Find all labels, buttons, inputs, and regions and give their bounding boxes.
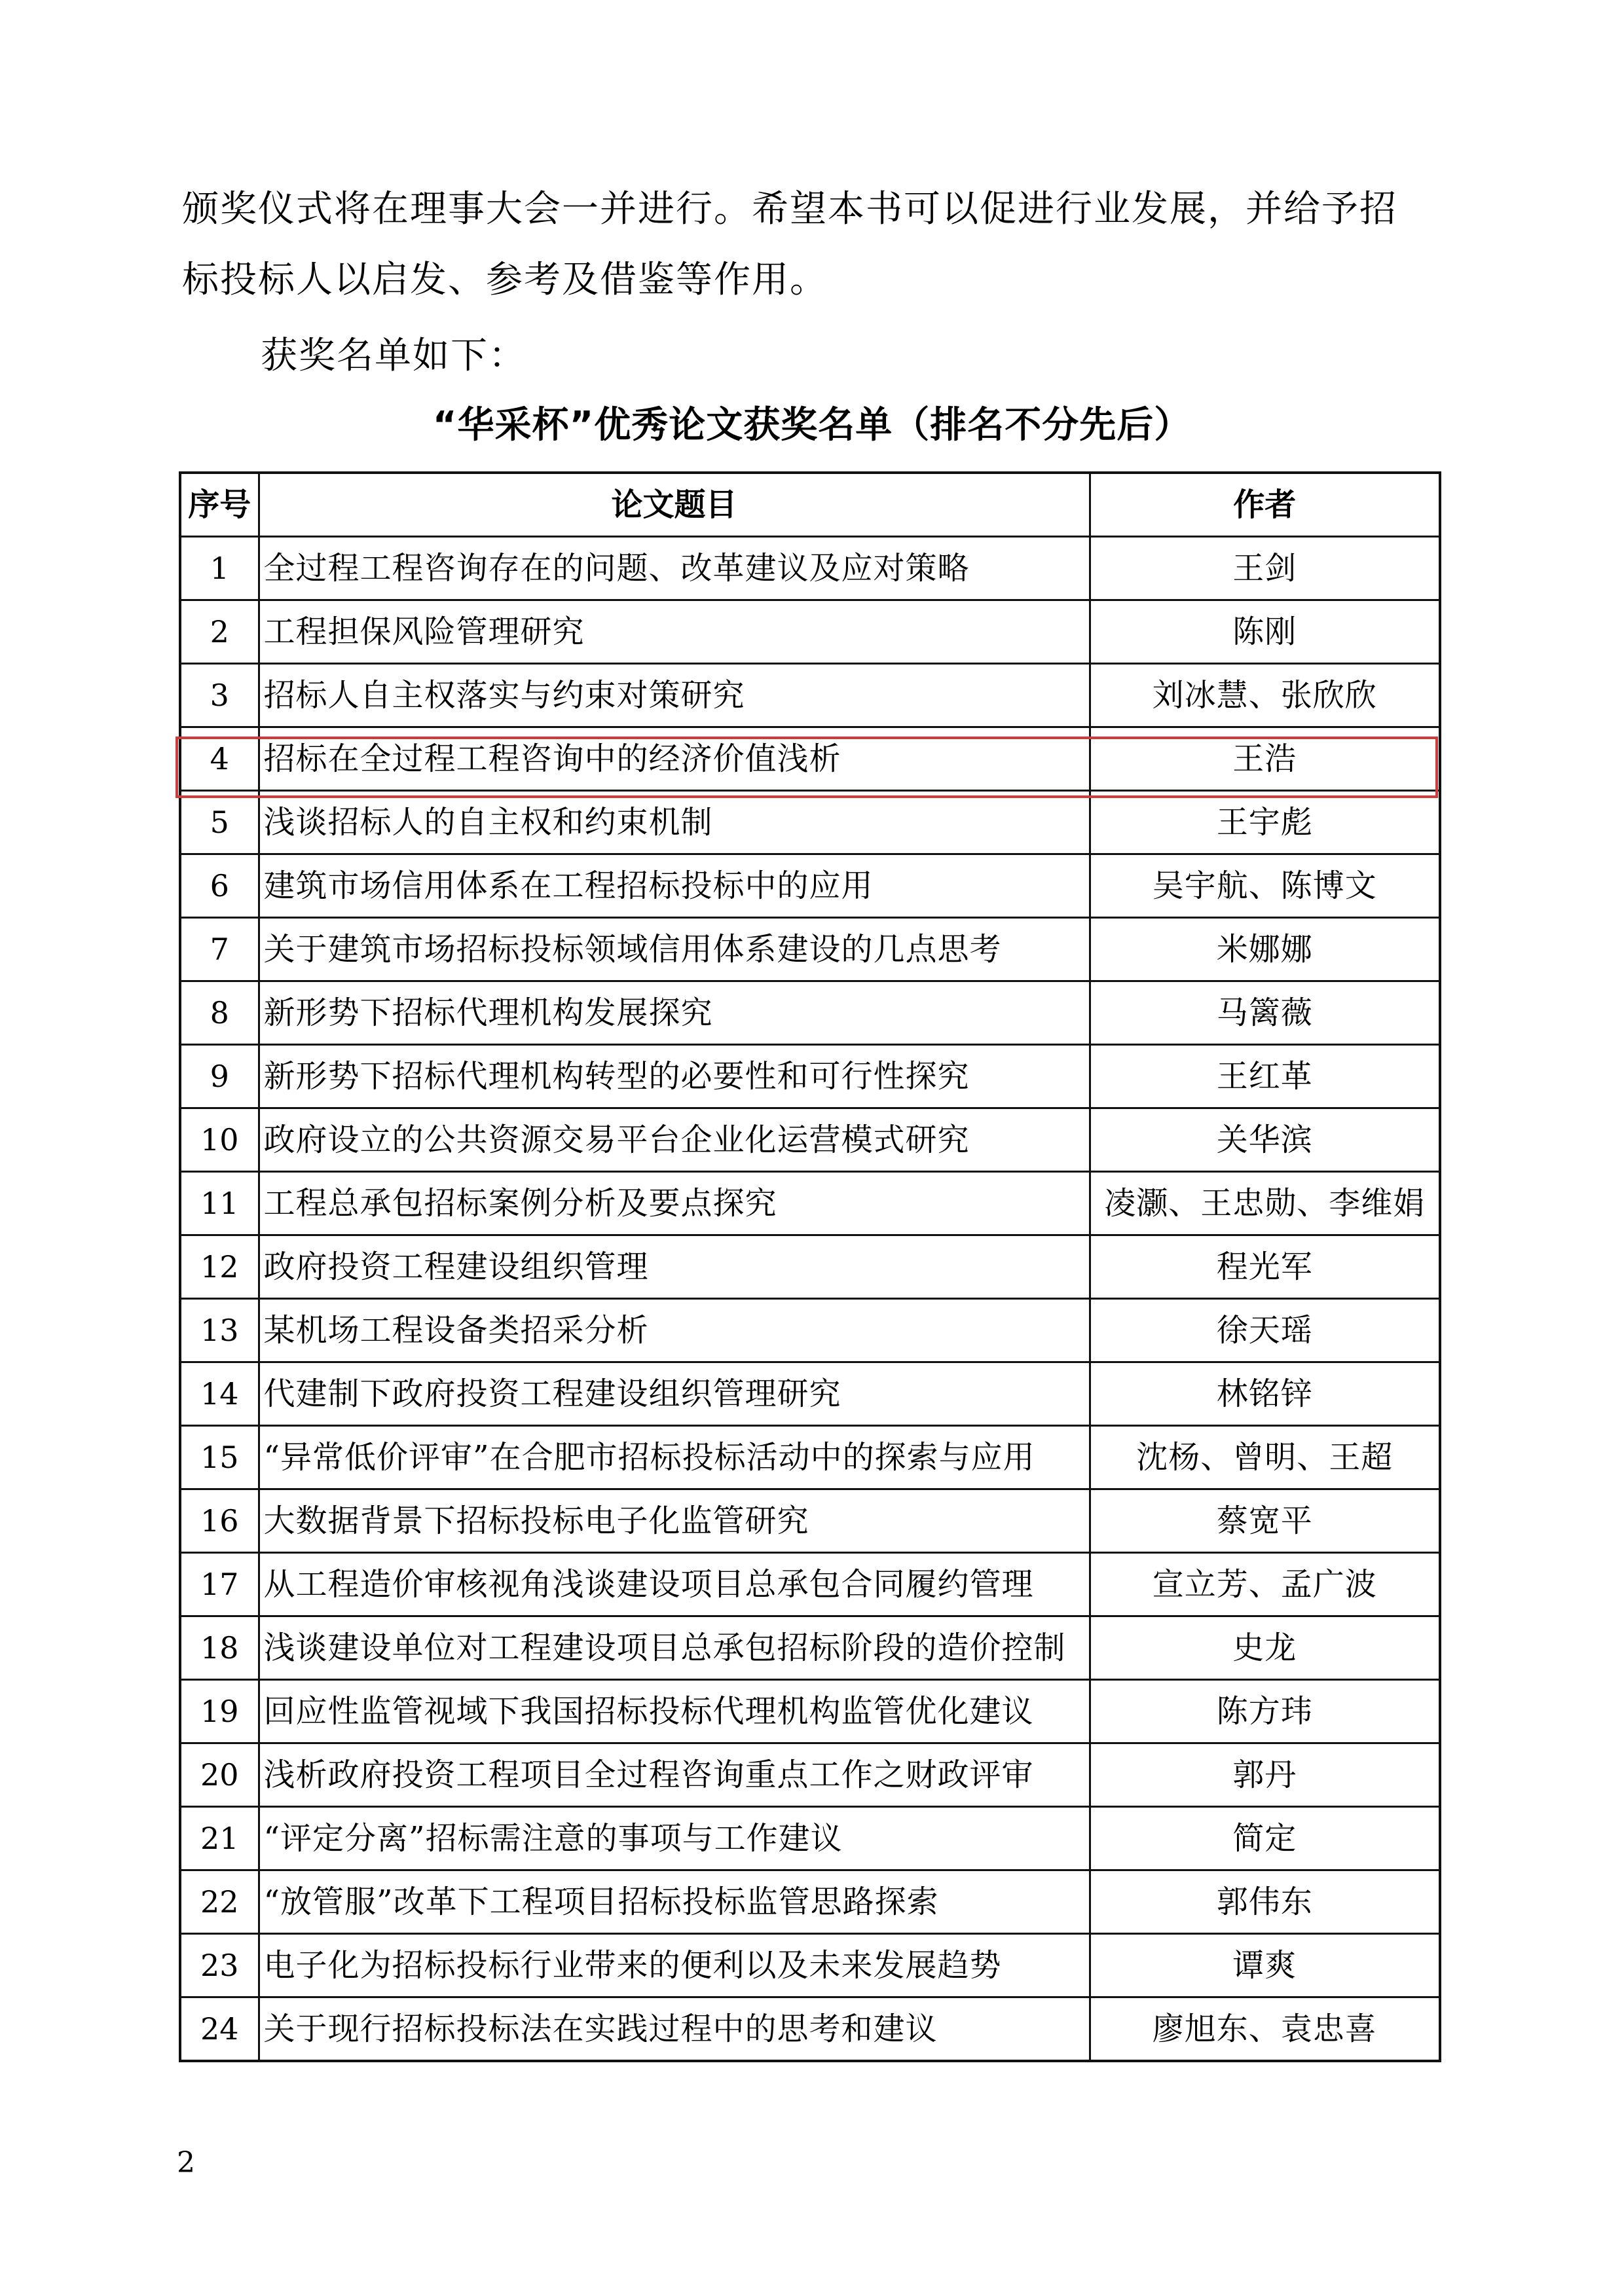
table-row [180, 1235, 1440, 1299]
row-author-cell: 王剑 [1090, 537, 1440, 600]
row-title-cell: 建筑市场信用体系在工程招标投标中的应用 [259, 854, 1090, 918]
row-author-cell: 沈杨、曾明、王超 [1090, 1426, 1440, 1489]
table-header-row [180, 473, 1440, 537]
row-author-cell: 徐天瑶 [1090, 1299, 1440, 1362]
table-row [180, 1934, 1440, 1997]
paragraph-line-1: 颁奖仪式将在理事大会一并进行。希望本书可以促进行业发展，并给予招 [182, 188, 1397, 230]
row-author-cell: 王宇彪 [1090, 791, 1440, 854]
row-index-cell: 15 [180, 1426, 259, 1489]
row-index-cell: 2 [180, 600, 259, 664]
row-title-cell: 招标在全过程工程咨询中的经济价值浅析 [259, 727, 1090, 791]
row-author-cell: 郭丹 [1090, 1743, 1440, 1807]
row-author-cell: 廖旭东、袁忠喜 [1090, 1997, 1440, 2062]
row-author-cell: 谭爽 [1090, 1934, 1440, 1997]
table-body [180, 537, 1440, 2062]
row-author-cell: 吴宇航、陈博文 [1090, 854, 1440, 918]
table-row [180, 1616, 1440, 1680]
row-index-cell: 3 [180, 664, 259, 727]
row-index-cell: 1 [180, 537, 259, 600]
table-row [180, 1108, 1440, 1172]
page-number: 2 [177, 2146, 195, 2179]
row-title-cell: 新形势下招标代理机构发展探究 [259, 981, 1090, 1045]
row-index-cell: 12 [180, 1235, 259, 1299]
table-row [180, 537, 1440, 600]
row-title-cell: 从工程造价审核视角浅谈建设项目总承包合同履约管理 [259, 1553, 1090, 1616]
row-title-cell: 工程担保风险管理研究 [259, 600, 1090, 664]
table-row [180, 1362, 1440, 1426]
table-row [180, 1489, 1440, 1553]
header-author: 作者 [1090, 473, 1440, 537]
row-author-cell: 郭伟东 [1090, 1870, 1440, 1934]
row-index-cell: 4 [180, 727, 259, 791]
awards-table [179, 471, 1441, 2062]
table-row [180, 1997, 1440, 2062]
table-row [180, 727, 1440, 791]
table-row [180, 918, 1440, 981]
row-author-cell: 刘冰慧、张欣欣 [1090, 664, 1440, 727]
row-author-cell: 程光军 [1090, 1235, 1440, 1299]
row-author-cell: 米娜娜 [1090, 918, 1440, 981]
table-row [180, 791, 1440, 854]
row-author-cell: 史龙 [1090, 1616, 1440, 1680]
row-author-cell: 宣立芳、孟广波 [1090, 1553, 1440, 1616]
table-row [180, 1553, 1440, 1616]
table-row [180, 1172, 1440, 1235]
table-row [180, 1807, 1440, 1870]
row-title-cell: 代建制下政府投资工程建设组织管理研究 [259, 1362, 1090, 1426]
row-title-cell: 浅谈建设单位对工程建设项目总承包招标阶段的造价控制 [259, 1616, 1090, 1680]
row-index-cell: 9 [180, 1045, 259, 1108]
row-title-cell: 全过程工程咨询存在的问题、改革建议及应对策略 [259, 537, 1090, 600]
header-index: 序号 [180, 473, 259, 537]
row-title-cell: 招标人自主权落实与约束对策研究 [259, 664, 1090, 727]
row-title-cell: “异常低价评审”在合肥市招标投标活动中的探索与应用 [259, 1426, 1090, 1489]
row-title-cell: 电子化为招标投标行业带来的便利以及未来发展趋势 [259, 1934, 1090, 1997]
row-title-cell: 工程总承包招标案例分析及要点探究 [259, 1172, 1090, 1235]
row-author-cell: 凌灏、王忠勋、李维娟 [1090, 1172, 1440, 1235]
row-index-cell: 14 [180, 1362, 259, 1426]
table-row [180, 1045, 1440, 1108]
row-index-cell: 21 [180, 1807, 259, 1870]
row-title-cell: 浅谈招标人的自主权和约束机制 [259, 791, 1090, 854]
row-index-cell: 16 [180, 1489, 259, 1553]
row-title-cell: 回应性监管视域下我国招标投标代理机构监管优化建议 [259, 1680, 1090, 1743]
table-row [180, 600, 1440, 664]
row-title-cell: “评定分离”招标需注意的事项与工作建议 [259, 1807, 1090, 1870]
row-author-cell: 林铭锌 [1090, 1362, 1440, 1426]
row-title-cell: 大数据背景下招标投标电子化监管研究 [259, 1489, 1090, 1553]
row-author-cell: 马篱薇 [1090, 981, 1440, 1045]
row-index-cell: 13 [180, 1299, 259, 1362]
row-index-cell: 7 [180, 918, 259, 981]
table-row [180, 664, 1440, 727]
table-caption: “华采杯”优秀论文获奖名单（排名不分先后） [432, 404, 1192, 446]
row-author-cell: 王浩 [1090, 727, 1440, 791]
table-row [180, 854, 1440, 918]
row-author-cell: 关华滨 [1090, 1108, 1440, 1172]
row-title-cell: 新形势下招标代理机构转型的必要性和可行性探究 [259, 1045, 1090, 1108]
row-index-cell: 22 [180, 1870, 259, 1934]
row-index-cell: 8 [180, 981, 259, 1045]
row-index-cell: 19 [180, 1680, 259, 1743]
row-title-cell: “放管服”改革下工程项目招标投标监管思路探索 [259, 1870, 1090, 1934]
table-row [180, 1299, 1440, 1362]
row-index-cell: 24 [180, 1997, 259, 2062]
row-author-cell: 陈方玮 [1090, 1680, 1440, 1743]
row-title-cell: 政府设立的公共资源交易平台企业化运营模式研究 [259, 1108, 1090, 1172]
row-index-cell: 18 [180, 1616, 259, 1680]
table-row [180, 1680, 1440, 1743]
row-index-cell: 5 [180, 791, 259, 854]
paragraph-line-3: 获奖名单如下： [261, 335, 526, 377]
table-row [180, 981, 1440, 1045]
table-row [180, 1426, 1440, 1489]
row-index-cell: 11 [180, 1172, 259, 1235]
row-index-cell: 6 [180, 854, 259, 918]
row-index-cell: 10 [180, 1108, 259, 1172]
row-author-cell: 蔡宽平 [1090, 1489, 1440, 1553]
row-author-cell: 王红革 [1090, 1045, 1440, 1108]
row-title-cell: 浅析政府投资工程项目全过程咨询重点工作之财政评审 [259, 1743, 1090, 1807]
row-author-cell: 简定 [1090, 1807, 1440, 1870]
row-title-cell: 政府投资工程建设组织管理 [259, 1235, 1090, 1299]
row-index-cell: 23 [180, 1934, 259, 1997]
row-title-cell: 关于现行招标投标法在实践过程中的思考和建议 [259, 1997, 1090, 2062]
row-title-cell: 关于建筑市场招标投标领域信用体系建设的几点思考 [259, 918, 1090, 981]
row-index-cell: 17 [180, 1553, 259, 1616]
table-row [180, 1870, 1440, 1934]
row-author-cell: 陈刚 [1090, 600, 1440, 664]
table-row [180, 1743, 1440, 1807]
paragraph-line-2: 标投标人以启发、参考及借鉴等作用。 [182, 259, 828, 301]
header-title: 论文题目 [259, 473, 1090, 537]
row-title-cell: 某机场工程设备类招采分析 [259, 1299, 1090, 1362]
row-index-cell: 20 [180, 1743, 259, 1807]
